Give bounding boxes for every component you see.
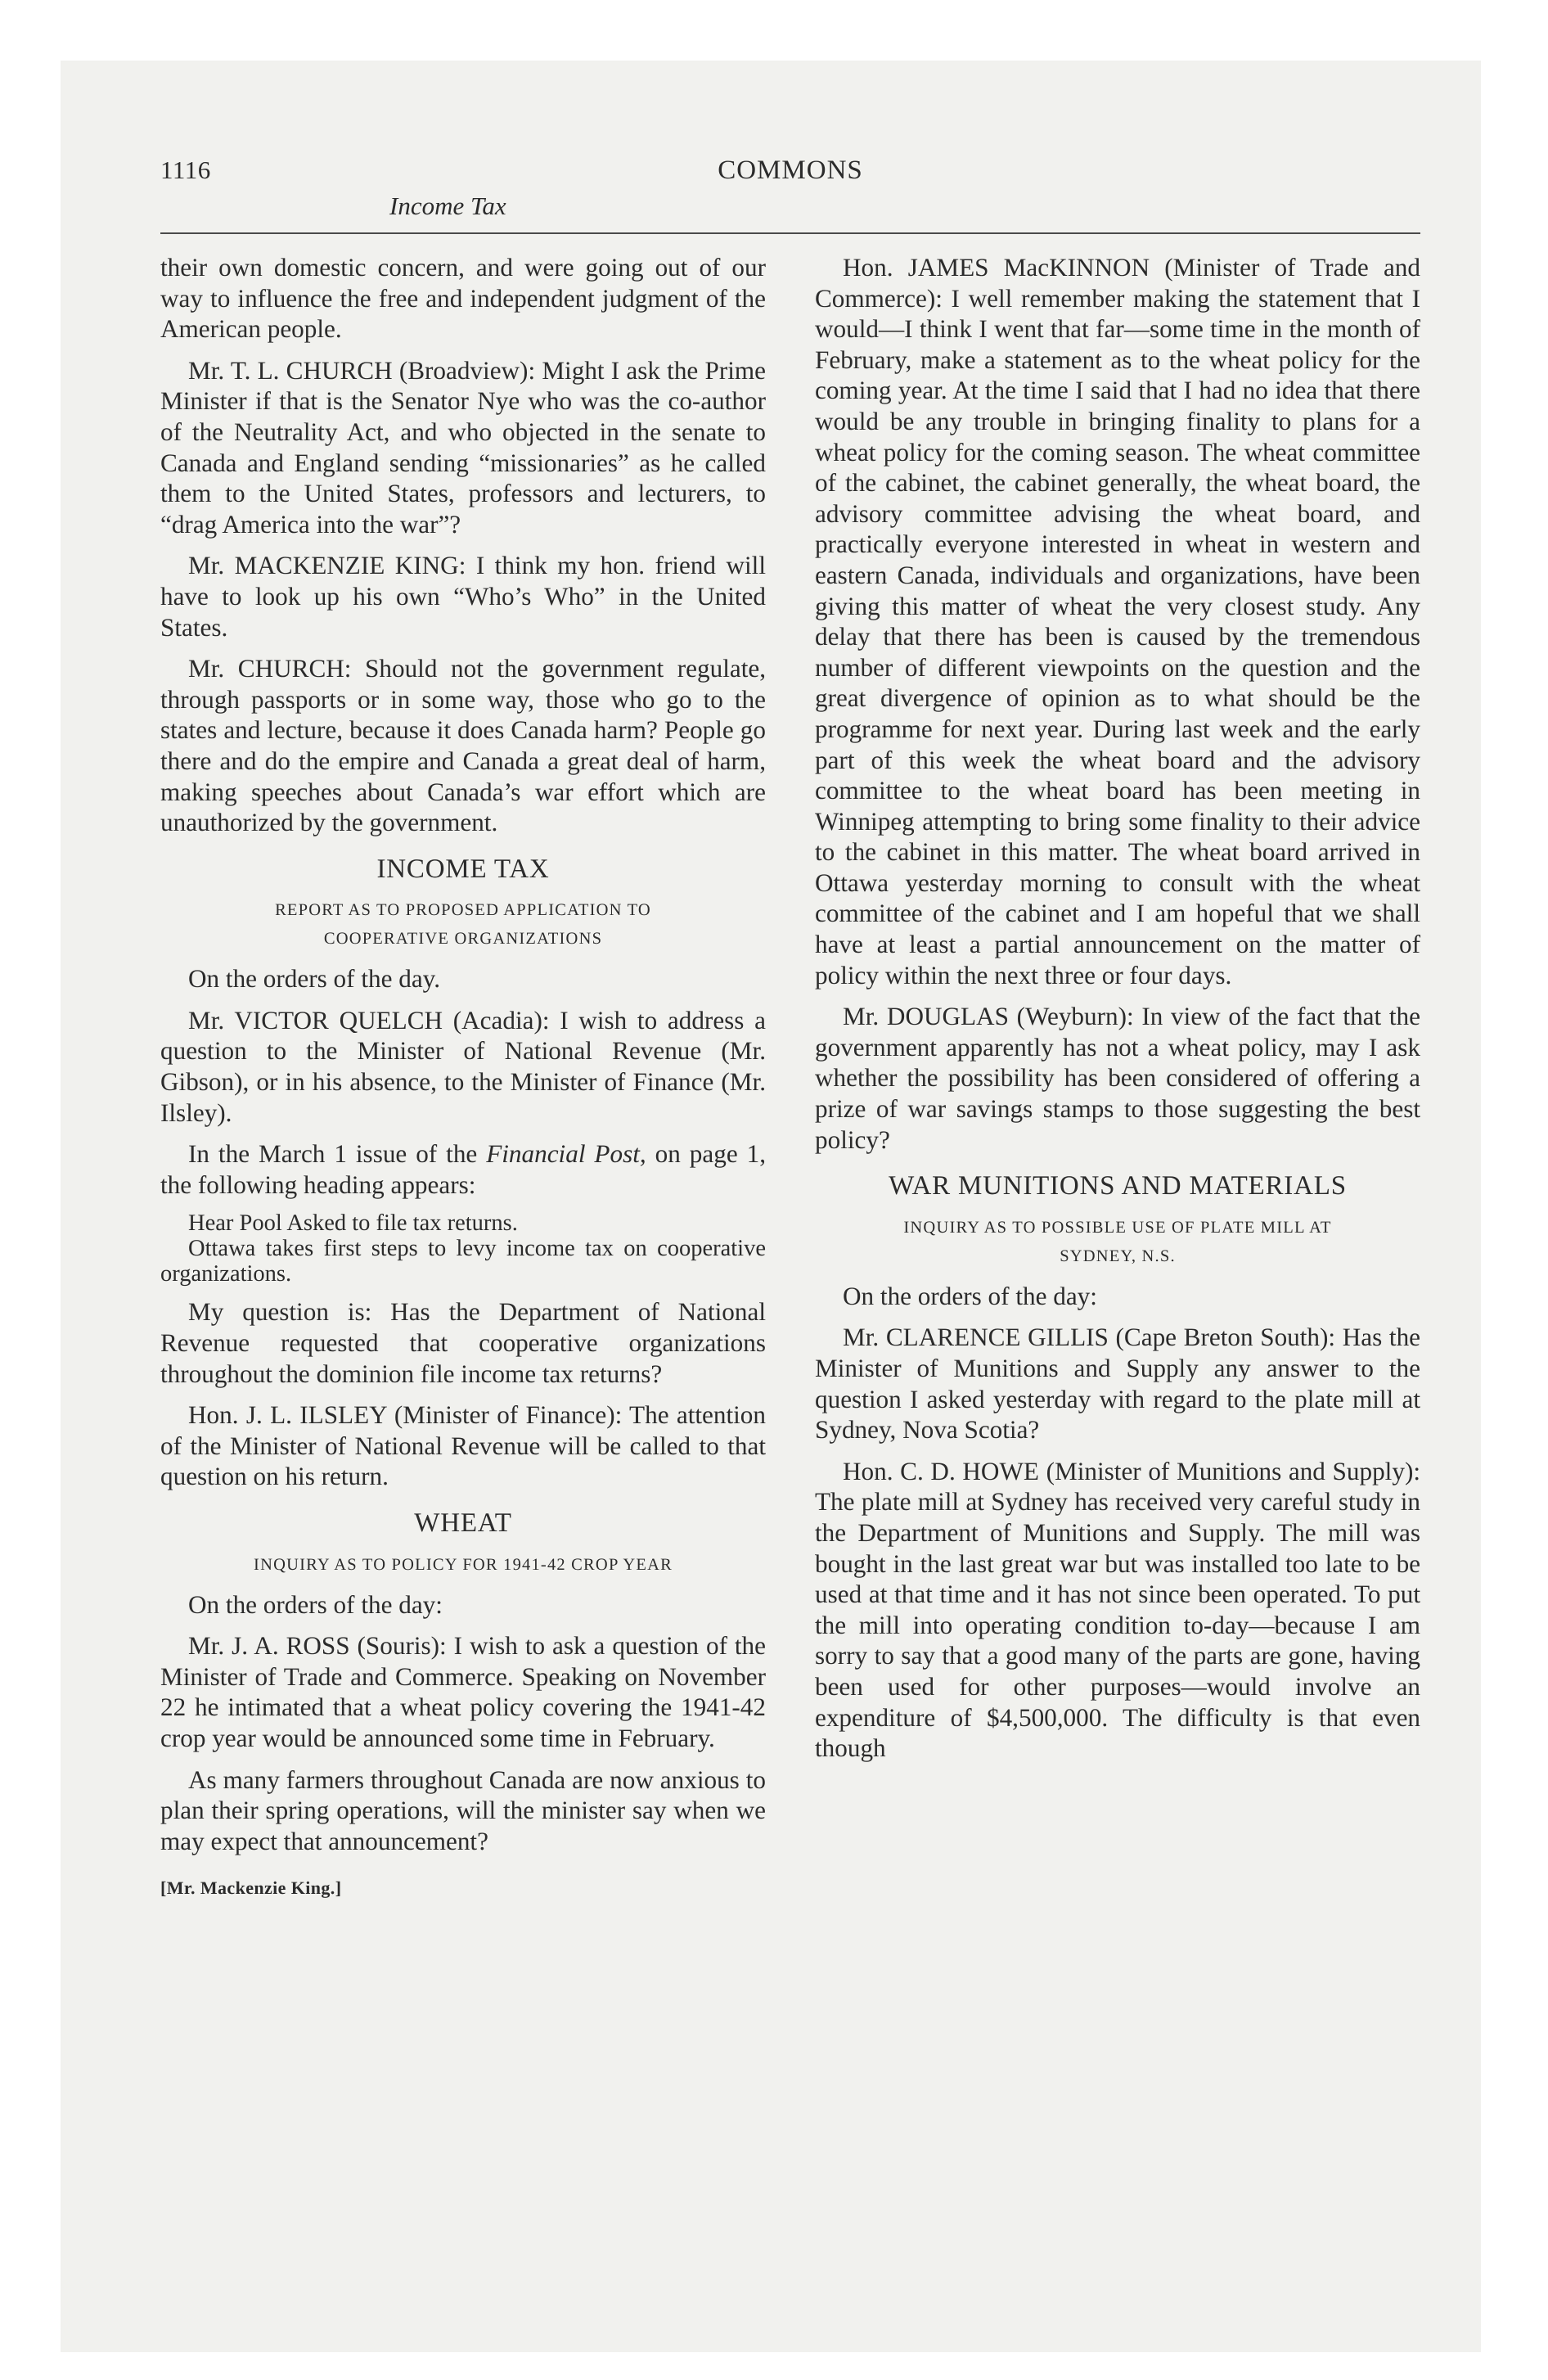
subheading-line: SYDNEY, N.S. [1060, 1246, 1176, 1265]
paragraph: Hon. J. L. ILSLEY (Minister of Finance): The attention of the Minister of National Revenue will be called to that question on his return. [160, 1400, 766, 1491]
paragraph: As many farmers throughout Canada are now anxious to plan their spring operations, will the minister say when we may expect that announcement? [160, 1765, 766, 1855]
subheading-line: COOPERATIVE ORGANIZATIONS [323, 930, 603, 949]
subheading-line: INQUIRY AS TO POSSIBLE USE OF PLATE MILL AT [903, 1218, 1332, 1237]
subheading-line: REPORT AS TO PROPOSED APPLICATION TO [275, 901, 651, 920]
publication-title: Financial Post, [486, 1139, 646, 1169]
section-subheading-war-munitions [815, 1214, 1420, 1271]
text-run: In the March 1 issue of the [188, 1139, 487, 1169]
quote-line: Hear Pool Asked to file tax returns. [188, 1210, 518, 1237]
block-quote [160, 1210, 766, 1287]
left-column [160, 252, 766, 1904]
paragraph: On the orders of the day: [843, 1281, 1097, 1310]
paragraph: Mr. CLARENCE GILLIS (Cape Breton South): Has the Minister of Munitions and Supply any answer to the question I asked yesterday with regard to the plate mill at Sydney, Nova Scotia? [815, 1323, 1420, 1445]
section-heading-income-tax: INCOME TAX [376, 854, 550, 884]
subject-title: Income Tax [389, 192, 506, 220]
text-run: on page 1, the following heading appears: [160, 1139, 767, 1199]
paragraph: Mr. T. L. CHURCH (Broadview): Might I ask the Prime Minister if that is the Senator Nye who was the co-author of the Neutrality Act, and who objected in the senate to Canada and England sending “missionaries” as he called them to the United States, professors and lecturers, to “drag America into the war”? [160, 355, 766, 539]
paragraph [160, 1138, 766, 1200]
section-heading-war-munitions: WAR MUNITIONS AND MATERIALS [889, 1171, 1347, 1201]
section-subheading-income-tax [160, 896, 766, 953]
page-number: 1116 [160, 156, 211, 184]
paragraph: Mr. CHURCH: Should not the government regulate, through passports or in some way, those who go to the states and lecture, because it does Canada harm? People go there and do the empire and Canada a great deal of harm, making speeches about Canada’s war effort which are unauthorized by the government. [160, 654, 766, 837]
running-title: COMMONS [718, 156, 863, 185]
paragraph: Mr. MACKENZIE KING: I think my hon. friend will have to look up his own “Who’s Who” in the United States. [160, 551, 766, 642]
paragraph: On the orders of the day: [188, 1589, 443, 1619]
quote-line: Ottawa takes first steps to levy income tax on cooperative organizations. [160, 1236, 766, 1287]
paragraph: On the orders of the day. [188, 964, 441, 994]
hansard-page [160, 156, 1420, 2300]
paragraph: My question is: Has the Department of National Revenue requested that cooperative organizations throughout the dominion file income tax returns? [160, 1297, 766, 1388]
paragraph: Mr. J. A. ROSS (Souris): I wish to ask a question of the Minister of Trade and Commerce. Speaking on November 22 he intimated that a wheat policy covering the 1941-42 crop year would be announced some time in February. [160, 1631, 766, 1752]
section-subheading-wheat: INQUIRY AS TO POLICY FOR 1941-42 CROP YEAR [254, 1555, 673, 1574]
speaker-footer-note: [Mr. Mackenzie King.] [160, 1877, 342, 1899]
paragraph: their own domestic concern, and were going out of our way to influence the free and independent judgment of the American people. [160, 253, 766, 344]
header-rule [160, 232, 1420, 234]
paragraph: Hon. JAMES MacKINNON (Minister of Trade and Commerce): I well remember making the statement that I would—I think I went that far—some time in the month of February, make a statement as to the wheat policy for the coming year. At the time I said that I had no idea that there would be any trouble in bringing finality to plans for a wheat policy for the coming season. The wheat committee of the cabinet, the cabinet generally, the wheat board, the advisory committee advising the wheat board, and practically everyone interested in wheat in western and eastern Canada, individuals and organizations, have been giving this matter of wheat the very closest study. Any delay that there has been is caused by the tremendous number of different viewpoints on the question and the great divergence of opinion as to what should be the programme for next year. During last week and the early part of this week the wheat board and the advisory committee to the wheat board has been meeting in Winnipeg attempting to bring some finality to their advice to the cabinet in this matter. The wheat board arrived in Ottawa yesterday morning to consult with the wheat committee of the cabinet and I am hopeful that we shall have at least a partial announcement on the matter of policy within the next three or four days. [815, 253, 1420, 989]
right-column [815, 252, 1420, 1764]
section-heading-wheat: WHEAT [414, 1508, 512, 1538]
paragraph: Hon. C. D. HOWE (Minister of Munitions and Supply): The plate mill at Sydney has received very careful study in the Department of Munitions and Supply. The mill was bought in the last great war but was installed too late to be used at that time and it has not since been operated. To put the mill into operating condition to-day—because I am sorry to say that a good many of the parts are gone, having been used for other purposes—would involve an expenditure of $4,500,000. The difficulty is that even though [815, 1456, 1420, 1763]
paragraph: Mr. VICTOR QUELCH (Acadia): I wish to address a question to the Minister of National Revenue (Mr. Gibson), or in his absence, to the Minister of Finance (Mr. Ilsley). [160, 1005, 766, 1127]
paragraph: Mr. DOUGLAS (Weyburn): In view of the fact that the government apparently has not a wheat policy, may I ask whether the possibility has been considered of offering a prize of war savings stamps to those suggesting the best policy? [815, 1002, 1420, 1154]
